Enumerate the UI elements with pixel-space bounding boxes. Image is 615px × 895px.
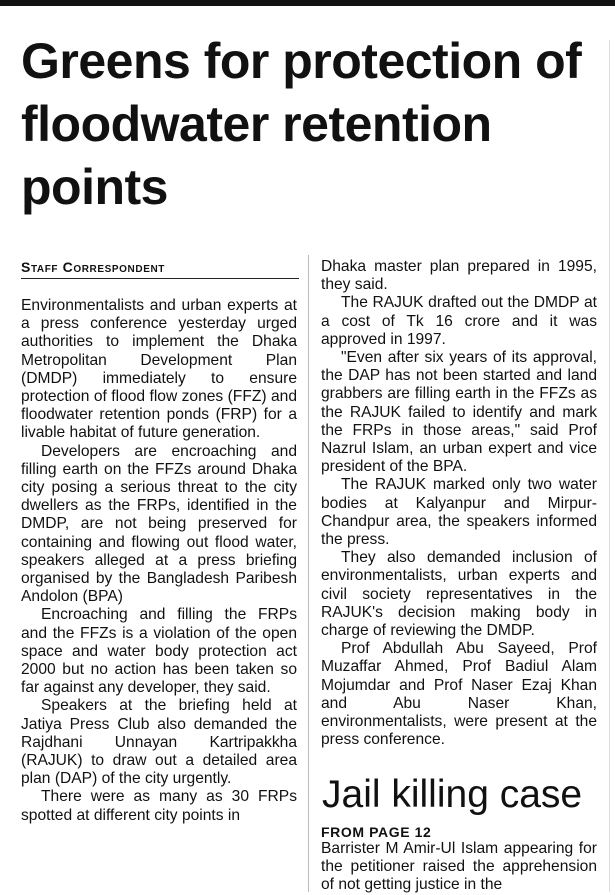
second-article-headline: Jail killing case bbox=[322, 773, 583, 816]
column-divider bbox=[308, 255, 309, 892]
from-page-label: FROM PAGE 12 bbox=[321, 824, 432, 840]
paragraph: Speakers at the briefing held at Jatiya Press Club also demanded the Rajdhani Unnayan Kartripakkha (RAJUK) to draw out a detailed area plan (DAP) of the city urgently. bbox=[21, 697, 297, 788]
paragraph: Prof Abdullah Abu Sayeed, Prof Muzaffar Ahmed, Prof Badiul Alam Mojumdar and Prof Naser Ezaj Khan and Abu Naser Khan, environmentalists, were present at the press conference. bbox=[321, 640, 597, 749]
paragraph: Barrister M Amir-Ul Islam appearing for the petitioner raised the apprehension of not getting justice in the bbox=[321, 840, 597, 894]
second-article-column bbox=[321, 840, 597, 895]
article-column-2 bbox=[321, 258, 597, 749]
paragraph: Encroaching and filling the FRPs and the FFZs is a violation of the open space and water body protection act 2000 but no action has been taken so far against any developer, they said. bbox=[21, 606, 297, 697]
article-column-1 bbox=[21, 297, 297, 825]
paragraph: The RAJUK marked only two water bodies at Kalyanpur and Mirpur-Chandpur area, the speakers informed the press. bbox=[321, 476, 597, 549]
page-edge bbox=[609, 40, 610, 892]
paragraph: "Even after six years of its approval, the DAP has not been started and land grabbers are filling earth in the FFZs as the RAJUK failed to identify and mark the FRPs in those areas," said Prof Nazrul Islam, an urban expert and vice president of the BPA. bbox=[321, 349, 597, 476]
paragraph: Developers are encroaching and filling earth on the FFZs around Dhaka city posing a serious threat to the city dwellers as the FRPs, identified in the DMDP, are not being preserved for containing and flowing out flood water, speakers alleged at a press briefing organised by the Bangladesh Paribesh Andolon (BPA) bbox=[21, 442, 297, 606]
headline: Greens for protection of floodwater retention points bbox=[21, 33, 582, 215]
paragraph: There were as many as 30 FRPs spotted at different city points in bbox=[21, 788, 297, 824]
paragraph: They also demanded inclusion of environmentalists, urban experts and civil society representatives in the RAJUK's decision making body in charge of reviewing the DMDP. bbox=[321, 549, 597, 640]
paragraph: Environmentalists and urban experts at a press conference yesterday urged authorities to implement the Dhaka Metropolitan Development Plan (DMDP) immediately to ensure protection of flood flow zones (FFZ) and floodwater retention ponds (FRP) for a livable habitat of future generation. bbox=[21, 297, 297, 442]
paragraph: The RAJUK drafted out the DMDP at a cost of Tk 16 crore and it was approved in 1997. bbox=[321, 294, 597, 348]
byline: Staff Correspondent bbox=[21, 259, 299, 279]
paragraph: Dhaka master plan prepared in 1995, they said. bbox=[321, 258, 597, 294]
top-rule bbox=[0, 0, 615, 6]
